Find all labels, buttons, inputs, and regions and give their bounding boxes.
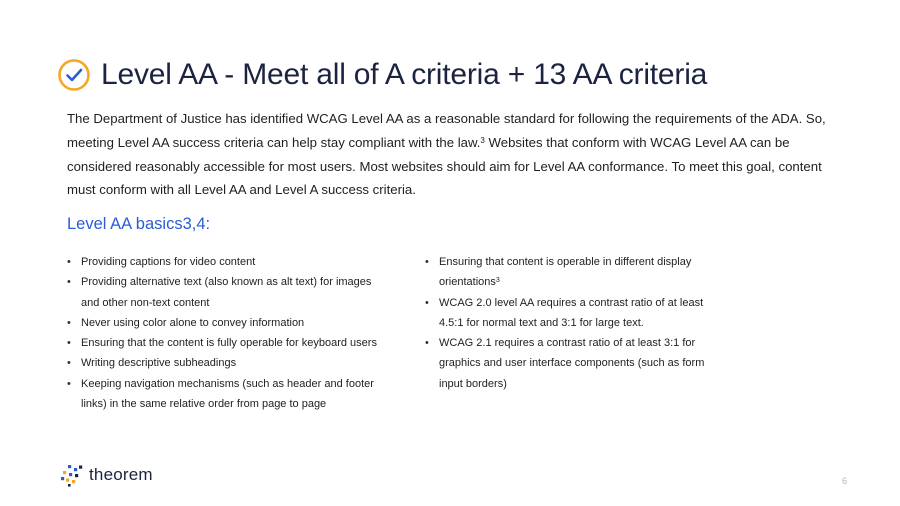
intro-text-2: Websites that conform with WCAG Level AA can be considered reasonably accessible for most users. Most websites should aim for Level AA conformance. To meet this goal, content must conform with all Level AA and Level A success criteria. — [67, 134, 822, 198]
list-item: • Ensuring that the content is fully operable for keyboard users — [67, 333, 385, 353]
list-item-text: Ensuring that content is operable in different display orientations — [439, 256, 692, 289]
footnote-ref: 3 — [495, 277, 500, 285]
right-bullet-list — [425, 252, 730, 394]
list-item-text: WCAG 2.1 requires a contrast ratio of at least 3:1 for graphics and user interface components (such as form input borders) — [439, 337, 705, 390]
list-item — [425, 252, 730, 293]
check-circle-icon — [57, 58, 91, 92]
basics-subheading: Level AA basics3,4: — [67, 215, 211, 233]
theorem-logo — [60, 463, 153, 487]
list-item: • Never using color alone to convey information — [67, 313, 385, 333]
list-item: • Providing captions for video content — [67, 252, 385, 272]
list-item — [425, 293, 730, 334]
left-bullet-list — [67, 252, 385, 414]
theorem-logo-icon — [60, 463, 84, 487]
list-item: • Keeping navigation mechanisms (such as header and footer links) in the same relative order from page to page — [67, 374, 385, 415]
logo-text: theorem — [89, 465, 153, 484]
slide-title: Level AA - Meet all of A criteria + 13 AA criteria — [101, 58, 708, 91]
list-item: • Providing alternative text (also known as alt text) for images and other non-text content — [67, 272, 385, 313]
intro-text-1: The Department of Justice has identified WCAG Level AA as a reasonable standard for following the requirements of the ADA. So, meeting Level AA success criteria can help stay compliant with the law. — [67, 111, 826, 150]
list-item-text: WCAG 2.0 level AA requires a contrast ratio of at least 4.5:1 for normal text and 3:1 for large text. — [439, 296, 704, 329]
page-number: 6 — [841, 476, 847, 486]
intro-paragraph — [67, 107, 827, 202]
intro-footnote-ref: 3 — [480, 135, 485, 145]
list-item: • Writing descriptive subheadings — [67, 353, 385, 373]
title-row — [57, 58, 707, 92]
list-item — [425, 333, 730, 394]
